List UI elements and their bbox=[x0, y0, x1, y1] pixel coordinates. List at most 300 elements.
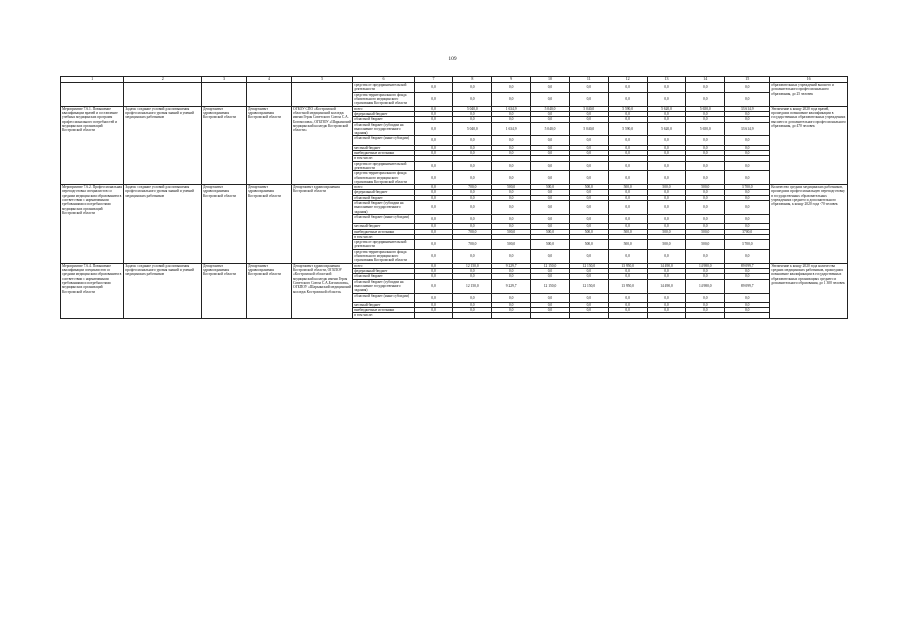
amount-cell: 0,0 bbox=[453, 145, 492, 150]
amount-cell: 0,0 bbox=[725, 293, 770, 302]
funding-source: областной бюджет (иные субсидии) bbox=[353, 215, 414, 224]
coordinator: Департамент здравоохранения Костромской области bbox=[202, 106, 247, 185]
amount-cell: 0,0 bbox=[647, 201, 686, 215]
amount-cell: 0,0 bbox=[414, 308, 453, 313]
amount-cell: 0,0 bbox=[647, 249, 686, 263]
amount-cell: 0,0 bbox=[647, 145, 686, 150]
amount-cell: 89 099,7 bbox=[725, 279, 770, 293]
amount-cell: 0,0 bbox=[414, 201, 453, 215]
participant: Департамент здравоохранения Костромской области, ОГБПОУ «Костромской областной медицинский колледж имени Героя Советского Союза С.А.Богомолова», ОГБПОУ «Шарьинский медицинский колледж Костромской области» bbox=[291, 263, 352, 318]
column-number: 4 bbox=[247, 77, 292, 83]
funding-source: средства от предпринимательской деятельности bbox=[353, 161, 414, 171]
amount-cell: 500,0 bbox=[686, 229, 725, 234]
responsible-executor: Департамент здравоохранения Костромской области bbox=[247, 106, 292, 185]
amount-cell: 5 040,0 bbox=[531, 122, 570, 136]
amount-cell: 0,0 bbox=[492, 150, 531, 155]
amount-cell: 0,0 bbox=[453, 293, 492, 302]
amount-cell: 0,0 bbox=[453, 269, 492, 274]
amount-cell: 0,0 bbox=[492, 224, 531, 229]
amount-cell: 0,0 bbox=[453, 161, 492, 171]
amount-cell: 0,0 bbox=[453, 92, 492, 106]
amount-cell: 0,0 bbox=[453, 224, 492, 229]
amount-cell: 0,0 bbox=[608, 111, 647, 116]
amount-cell: 0,0 bbox=[531, 83, 570, 93]
amount-cell: 0,0 bbox=[492, 249, 531, 263]
amount-cell: 0,0 bbox=[647, 195, 686, 200]
amount-cell: 500,0 bbox=[492, 240, 531, 250]
amount-cell: 9 229,7 bbox=[492, 263, 531, 268]
program-measures-table bbox=[60, 76, 848, 319]
funding-source: средства от предпринимательской деятельности bbox=[353, 240, 414, 250]
amount-cell: 0,0 bbox=[608, 308, 647, 313]
funding-source: всего bbox=[353, 106, 414, 111]
amount-cell: 0,0 bbox=[531, 145, 570, 150]
amount-cell: 5 040,0 bbox=[569, 122, 608, 136]
amount-cell: 5 040,0 bbox=[531, 106, 570, 111]
amount-cell: 700,0 bbox=[453, 240, 492, 250]
amount-cell: 0,0 bbox=[686, 150, 725, 155]
funding-source: областной бюджет (иные субсидии) bbox=[353, 136, 414, 145]
amount-cell: 0,0 bbox=[414, 263, 453, 268]
coordinator: Департамент здравоохранения Костромской области bbox=[202, 185, 247, 264]
amount-cell: 0,0 bbox=[686, 293, 725, 302]
column-number: 3 bbox=[202, 77, 247, 83]
funding-source: областной бюджет bbox=[353, 195, 414, 200]
amount-cell: 0,0 bbox=[686, 215, 725, 224]
amount-cell: 0,0 bbox=[647, 190, 686, 195]
amount-cell: 0,0 bbox=[492, 215, 531, 224]
amount-cell: 0,0 bbox=[531, 111, 570, 116]
amount-cell: 0,0 bbox=[686, 195, 725, 200]
amount-cell: 500,0 bbox=[608, 240, 647, 250]
amount-cell: 0,0 bbox=[686, 201, 725, 215]
task-description: Задача: создание условий для повышения профессионального уровня знаний и умений медицинских работников bbox=[124, 263, 202, 318]
amount-cell: 0,0 bbox=[531, 190, 570, 195]
participant: Департамент здравоохранения Костромской области bbox=[291, 185, 352, 264]
amount-cell: 0,0 bbox=[608, 145, 647, 150]
amount-cell: 0,0 bbox=[531, 117, 570, 122]
amount-cell: 0,0 bbox=[531, 249, 570, 263]
amount-cell: 0,0 bbox=[647, 150, 686, 155]
amount-cell: 9 229,7 bbox=[492, 279, 531, 293]
task-description: Задача: создание условий для повышения профессионального уровня знаний и умений медицинских работников bbox=[124, 106, 202, 185]
amount-cell: 0,0 bbox=[492, 171, 531, 185]
amount-cell: 5 650,0 bbox=[686, 122, 725, 136]
amount-cell: 0,0 bbox=[531, 302, 570, 307]
amount-cell: 0,0 bbox=[414, 145, 453, 150]
amount-cell: 5 620,0 bbox=[647, 122, 686, 136]
task-description: Задача: создание условий для повышения профессионального уровня знаний и умений медицинских работников bbox=[124, 185, 202, 264]
amount-cell: 14 980,0 bbox=[686, 279, 725, 293]
amount-cell: 500,0 bbox=[647, 240, 686, 250]
amount-cell: 0,0 bbox=[453, 201, 492, 215]
amount-cell: 12 150,0 bbox=[569, 263, 608, 268]
amount-cell: 89 099,7 bbox=[725, 263, 770, 268]
funding-source: внебюджетные источники bbox=[353, 229, 414, 234]
amount-cell: 0,0 bbox=[414, 215, 453, 224]
coordinator: Департамент здравоохранения Костромской области bbox=[202, 263, 247, 318]
amount-cell: 0,0 bbox=[492, 92, 531, 106]
amount-cell: 0,0 bbox=[725, 195, 770, 200]
amount-cell: 12 150,0 bbox=[531, 263, 570, 268]
amount-cell: 0,0 bbox=[531, 171, 570, 185]
amount-cell: 0,0 bbox=[492, 136, 531, 145]
amount-cell: 500,0 bbox=[608, 185, 647, 190]
column-number: 10 bbox=[531, 77, 570, 83]
amount-cell: 0,0 bbox=[569, 224, 608, 229]
amount-cell: 5 620,0 bbox=[647, 106, 686, 111]
amount-cell: 0,0 bbox=[531, 224, 570, 229]
amount-cell bbox=[608, 313, 647, 318]
amount-cell: 0,0 bbox=[414, 229, 453, 234]
amount-cell: 0,0 bbox=[569, 171, 608, 185]
amount-cell: 0,0 bbox=[453, 195, 492, 200]
amount-cell: 5 650,0 bbox=[686, 106, 725, 111]
amount-cell: 0,0 bbox=[647, 171, 686, 185]
amount-cell: 14 490,0 bbox=[647, 279, 686, 293]
amount-cell: 3700,0 bbox=[725, 229, 770, 234]
funding-source: средства от предпринимательской деятельности bbox=[353, 83, 414, 93]
funding-source: средства территориального фонда обязательного медицинского страхования Костромской области bbox=[353, 92, 414, 106]
amount-cell: 0,0 bbox=[414, 279, 453, 293]
amount-cell: 0,0 bbox=[492, 111, 531, 116]
funding-source: федеральный бюджет bbox=[353, 111, 414, 116]
expected-outcome: Количество средних медицинских работников, прошедших профессиональную переподготовку в государственных образовательных учреждениях среднего и дополнительного образования, к концу 2020 года -70 человек bbox=[770, 185, 848, 264]
amount-cell: 0,0 bbox=[453, 117, 492, 122]
amount-cell: 0,0 bbox=[531, 274, 570, 279]
amount-cell: 0,0 bbox=[647, 117, 686, 122]
amount-cell: 0,0 bbox=[647, 308, 686, 313]
expected-outcome: Увеличение к концу 2020 года количества средних медицинских работников, прошедших повышение квалификации в государственных образовательных организациях среднего и дополнительного образования, до 1 300 человек bbox=[770, 263, 848, 318]
amount-cell: 0,0 bbox=[414, 150, 453, 155]
amount-cell: 0,0 bbox=[608, 92, 647, 106]
amount-cell: 500,0 bbox=[492, 185, 531, 190]
column-number: 8 bbox=[453, 77, 492, 83]
funding-source: федеральный бюджет bbox=[353, 269, 414, 274]
amount-cell: 0,0 bbox=[453, 136, 492, 145]
amount-cell: 0,0 bbox=[569, 111, 608, 116]
funding-source: в том числе: bbox=[353, 234, 414, 239]
amount-cell: 12 150,0 bbox=[531, 279, 570, 293]
amount-cell: 0,0 bbox=[647, 83, 686, 93]
amount-cell: 0,0 bbox=[414, 171, 453, 185]
amount-cell: 0,0 bbox=[531, 215, 570, 224]
amount-cell: 0,0 bbox=[414, 111, 453, 116]
expected-outcome: Увеличение к концу 2020 года врачей, прошедших повышение квалификации в государственных образовательных учреждениях высшего и дополнительного профессионального образования, до 470 человек bbox=[770, 106, 848, 185]
funding-source: внебюджетные источники bbox=[353, 150, 414, 155]
funding-source: всего bbox=[353, 185, 414, 190]
amount-cell: 0,0 bbox=[647, 293, 686, 302]
amount-cell: 1 634,9 bbox=[492, 122, 531, 136]
amount-cell: 0,0 bbox=[492, 190, 531, 195]
amount-cell bbox=[492, 313, 531, 318]
amount-cell: 0,0 bbox=[492, 293, 531, 302]
amount-cell: 0,0 bbox=[686, 83, 725, 93]
amount-cell: 500,0 bbox=[686, 185, 725, 190]
amount-cell: 700,0 bbox=[453, 229, 492, 234]
amount-cell: 0,0 bbox=[414, 274, 453, 279]
amount-cell: 0,0 bbox=[725, 249, 770, 263]
amount-cell: 0,0 bbox=[608, 201, 647, 215]
column-number: 12 bbox=[608, 77, 647, 83]
funding-source: областной бюджет (субсидии на выполнение государственного задания) bbox=[353, 201, 414, 215]
amount-cell: 0,0 bbox=[686, 161, 725, 171]
amount-cell: 0,0 bbox=[686, 274, 725, 279]
amount-cell: 0,0 bbox=[453, 215, 492, 224]
funding-source: областной бюджет bbox=[353, 117, 414, 122]
column-number: 9 bbox=[492, 77, 531, 83]
amount-cell: 0,0 bbox=[569, 274, 608, 279]
column-number: 16 bbox=[770, 77, 848, 83]
amount-cell: 0,0 bbox=[531, 136, 570, 145]
amount-cell: 0,0 bbox=[492, 269, 531, 274]
amount-cell: 0,0 bbox=[608, 224, 647, 229]
amount-cell: 0,0 bbox=[414, 249, 453, 263]
amount-cell: 0,0 bbox=[492, 161, 531, 171]
amount-cell: 0,0 bbox=[725, 308, 770, 313]
amount-cell: 0,0 bbox=[725, 201, 770, 215]
amount-cell: 0,0 bbox=[725, 224, 770, 229]
amount-cell: 0,0 bbox=[569, 302, 608, 307]
funding-source: местный бюджет bbox=[353, 145, 414, 150]
amount-cell: 14 980,0 bbox=[686, 263, 725, 268]
amount-cell: 5 040,0 bbox=[569, 106, 608, 111]
funding-source: местный бюджет bbox=[353, 224, 414, 229]
empty-cell bbox=[291, 83, 352, 107]
funding-source: областной бюджет (субсидии на выполнение государственного задания) bbox=[353, 122, 414, 136]
amount-cell: 500,0 bbox=[531, 229, 570, 234]
amount-cell: 0,0 bbox=[414, 92, 453, 106]
funding-source: местный бюджет bbox=[353, 302, 414, 307]
amount-cell: 0,0 bbox=[492, 117, 531, 122]
amount-cell: 0,0 bbox=[686, 308, 725, 313]
responsible-executor: Департамент здравоохранения Костромской области bbox=[247, 263, 292, 318]
amount-cell: 0,0 bbox=[492, 145, 531, 150]
amount-cell: 0,0 bbox=[608, 195, 647, 200]
amount-cell: 0,0 bbox=[453, 150, 492, 155]
amount-cell: 0,0 bbox=[569, 161, 608, 171]
column-number: 15 bbox=[725, 77, 770, 83]
amount-cell: 5 040,0 bbox=[453, 106, 492, 111]
empty-cell bbox=[124, 83, 202, 107]
amount-cell: 0,0 bbox=[608, 83, 647, 93]
amount-cell: 0,0 bbox=[531, 161, 570, 171]
funding-source: федеральный бюджет bbox=[353, 190, 414, 195]
amount-cell: 500,0 bbox=[569, 185, 608, 190]
amount-cell: 0,0 bbox=[647, 274, 686, 279]
amount-cell: 0,0 bbox=[608, 215, 647, 224]
amount-cell: 0,0 bbox=[569, 145, 608, 150]
funding-source: областной бюджет bbox=[353, 274, 414, 279]
responsible-executor: Департамент здравоохранения Костромской области bbox=[247, 185, 292, 264]
amount-cell: 0,0 bbox=[569, 308, 608, 313]
amount-cell: 700,0 bbox=[453, 185, 492, 190]
column-number: 11 bbox=[569, 77, 608, 83]
column-number: 2 bbox=[124, 77, 202, 83]
amount-cell: 0,0 bbox=[569, 249, 608, 263]
amount-cell: 0,0 bbox=[725, 117, 770, 122]
amount-cell: 0,0 bbox=[531, 92, 570, 106]
amount-cell bbox=[531, 313, 570, 318]
amount-cell: 0,0 bbox=[686, 92, 725, 106]
amount-cell: 0,0 bbox=[414, 106, 453, 111]
amount-cell: 0,0 bbox=[492, 274, 531, 279]
amount-cell bbox=[569, 313, 608, 318]
column-number: 7 bbox=[414, 77, 453, 83]
amount-cell: 0,0 bbox=[647, 224, 686, 229]
amount-cell: 0,0 bbox=[725, 150, 770, 155]
column-number: 5 bbox=[291, 77, 352, 83]
funding-source: внебюджетные источники bbox=[353, 308, 414, 313]
amount-cell: 0,0 bbox=[725, 171, 770, 185]
amount-cell: 0,0 bbox=[531, 269, 570, 274]
amount-cell: 33 614,9 bbox=[725, 106, 770, 111]
amount-cell: 0,0 bbox=[453, 249, 492, 263]
amount-cell: 12 150,0 bbox=[569, 279, 608, 293]
amount-cell: 0,0 bbox=[725, 136, 770, 145]
amount-cell: 0,0 bbox=[531, 150, 570, 155]
amount-cell: 0,0 bbox=[531, 308, 570, 313]
funding-source: в том числе: bbox=[353, 156, 414, 161]
amount-cell: 0,0 bbox=[414, 302, 453, 307]
amount-cell: 500,0 bbox=[608, 229, 647, 234]
amount-cell: 0,0 bbox=[453, 274, 492, 279]
empty-cell bbox=[247, 83, 292, 107]
amount-cell: 0,0 bbox=[414, 269, 453, 274]
amount-cell: 0,0 bbox=[492, 201, 531, 215]
funding-source: всего bbox=[353, 263, 414, 268]
amount-cell: 0,0 bbox=[569, 136, 608, 145]
column-number: 6 bbox=[353, 77, 414, 83]
amount-cell: 0,0 bbox=[453, 111, 492, 116]
amount-cell: 0,0 bbox=[414, 190, 453, 195]
amount-cell: 0,0 bbox=[531, 195, 570, 200]
amount-cell: 0,0 bbox=[686, 145, 725, 150]
amount-cell: 0,0 bbox=[569, 83, 608, 93]
amount-cell: 5 590,0 bbox=[608, 106, 647, 111]
amount-cell: 0,0 bbox=[686, 224, 725, 229]
amount-cell: 0,0 bbox=[414, 83, 453, 93]
column-number: 1 bbox=[61, 77, 124, 83]
amount-cell: 13 950,0 bbox=[608, 263, 647, 268]
amount-cell: 0,0 bbox=[686, 117, 725, 122]
amount-cell: 0,0 bbox=[492, 195, 531, 200]
amount-cell bbox=[414, 313, 453, 318]
amount-cell: 500,0 bbox=[569, 229, 608, 234]
amount-cell: 13 950,0 bbox=[608, 279, 647, 293]
amount-cell: 3 700,0 bbox=[725, 240, 770, 250]
amount-cell: 0,0 bbox=[608, 150, 647, 155]
amount-cell: 0,0 bbox=[608, 269, 647, 274]
amount-cell: 0,0 bbox=[453, 308, 492, 313]
funding-source: областной бюджет (иные субсидии) bbox=[353, 293, 414, 302]
amount-cell: 0,0 bbox=[686, 136, 725, 145]
amount-cell: 0,0 bbox=[414, 136, 453, 145]
amount-cell: 0,0 bbox=[647, 136, 686, 145]
amount-cell: 500,0 bbox=[647, 229, 686, 234]
amount-cell: 0,0 bbox=[647, 161, 686, 171]
measure-name: Мероприятие 7.6.4. Повышение квалификации специалистов со средним медицинским образованием в соответствии с нормативными требованиями и потребностями медицинских организаций Костромской области bbox=[61, 263, 124, 318]
amount-cell bbox=[647, 313, 686, 318]
amount-cell: 0,0 bbox=[569, 150, 608, 155]
amount-cell: 0,0 bbox=[647, 269, 686, 274]
amount-cell: 0,0 bbox=[569, 117, 608, 122]
amount-cell: 0,0 bbox=[492, 308, 531, 313]
measure-name: Мероприятие 7.6.2. Профессиональная переподготовка специалистов со средним медицинским образованием в соответствии с нормативными требованиями и потребностями медицинских организаций Костромской области bbox=[61, 185, 124, 264]
amount-cell: 0,0 bbox=[608, 249, 647, 263]
amount-cell: 0,0 bbox=[608, 117, 647, 122]
amount-cell: 0,0 bbox=[608, 293, 647, 302]
amount-cell: 0,0 bbox=[725, 215, 770, 224]
amount-cell bbox=[686, 313, 725, 318]
amount-cell: 0,0 bbox=[453, 171, 492, 185]
page-number: 109 bbox=[448, 56, 457, 62]
amount-cell: 0,0 bbox=[686, 302, 725, 307]
amount-cell: 500,0 bbox=[531, 185, 570, 190]
amount-cell: 0,0 bbox=[686, 190, 725, 195]
amount-cell: 0,0 bbox=[647, 215, 686, 224]
amount-cell: 0,0 bbox=[569, 195, 608, 200]
empty-cell bbox=[202, 83, 247, 107]
funding-source: средства территориального фонда обязательного медицинского страхования Костромской области bbox=[353, 171, 414, 185]
amount-cell: 0,0 bbox=[608, 136, 647, 145]
amount-cell: 0,0 bbox=[414, 161, 453, 171]
amount-cell: 500,0 bbox=[686, 240, 725, 250]
amount-cell: 0,0 bbox=[453, 302, 492, 307]
measure-name: Мероприятие 7.6.1. Повышение квалификации врачей и составление учебных медицинских программ профессионального потребностей и медицинских организаций Костромской области bbox=[61, 106, 124, 185]
amount-cell: 0,0 bbox=[569, 190, 608, 195]
amount-cell: 0,0 bbox=[725, 83, 770, 93]
amount-cell: 0,0 bbox=[569, 92, 608, 106]
table-row bbox=[61, 83, 848, 93]
amount-cell: 0,0 bbox=[725, 269, 770, 274]
amount-cell: 12 150,0 bbox=[453, 279, 492, 293]
amount-cell: 0,0 bbox=[414, 224, 453, 229]
amount-cell: 0,0 bbox=[608, 171, 647, 185]
amount-cell: 0,0 bbox=[608, 161, 647, 171]
amount-cell: 0,0 bbox=[608, 274, 647, 279]
amount-cell: 0,0 bbox=[725, 145, 770, 150]
participant: ОГБОУ СПО «Костромской областной медицинский колледж имени Героя Советского Союза С.А. Богомолова», ОГБПОУ «Шарьинский медицинский колледж Костромской области» bbox=[291, 106, 352, 185]
amount-cell: 0,0 bbox=[686, 171, 725, 185]
amount-cell: 0,0 bbox=[647, 92, 686, 106]
amount-cell: 0,0 bbox=[725, 274, 770, 279]
amount-cell: 500,0 bbox=[492, 229, 531, 234]
amount-cell: 0,0 bbox=[647, 302, 686, 307]
amount-cell: 12 150,0 bbox=[453, 263, 492, 268]
amount-cell: 1 634,9 bbox=[492, 106, 531, 111]
amount-cell: 0,0 bbox=[647, 111, 686, 116]
amount-cell: 0,0 bbox=[414, 117, 453, 122]
amount-cell: 0,0 bbox=[608, 190, 647, 195]
amount-cell: 0,0 bbox=[414, 195, 453, 200]
expected-outcome: образовательных учреждений высшего и дополнительного профессионального образования, до 25 человек bbox=[770, 83, 848, 107]
amount-cell: 0,0 bbox=[414, 185, 453, 190]
amount-cell: 3 700,0 bbox=[725, 185, 770, 190]
amount-cell: 500,0 bbox=[569, 240, 608, 250]
amount-cell: 0,0 bbox=[492, 302, 531, 307]
amount-cell: 0,0 bbox=[453, 190, 492, 195]
funding-source: в том числе: bbox=[353, 313, 414, 318]
amount-cell: 0,0 bbox=[569, 269, 608, 274]
empty-cell bbox=[61, 83, 124, 107]
amount-cell: 0,0 bbox=[569, 293, 608, 302]
amount-cell: 0,0 bbox=[686, 111, 725, 116]
amount-cell: 5 040,0 bbox=[453, 122, 492, 136]
amount-cell: 0,0 bbox=[608, 302, 647, 307]
amount-cell: 5 590,0 bbox=[608, 122, 647, 136]
amount-cell bbox=[453, 313, 492, 318]
